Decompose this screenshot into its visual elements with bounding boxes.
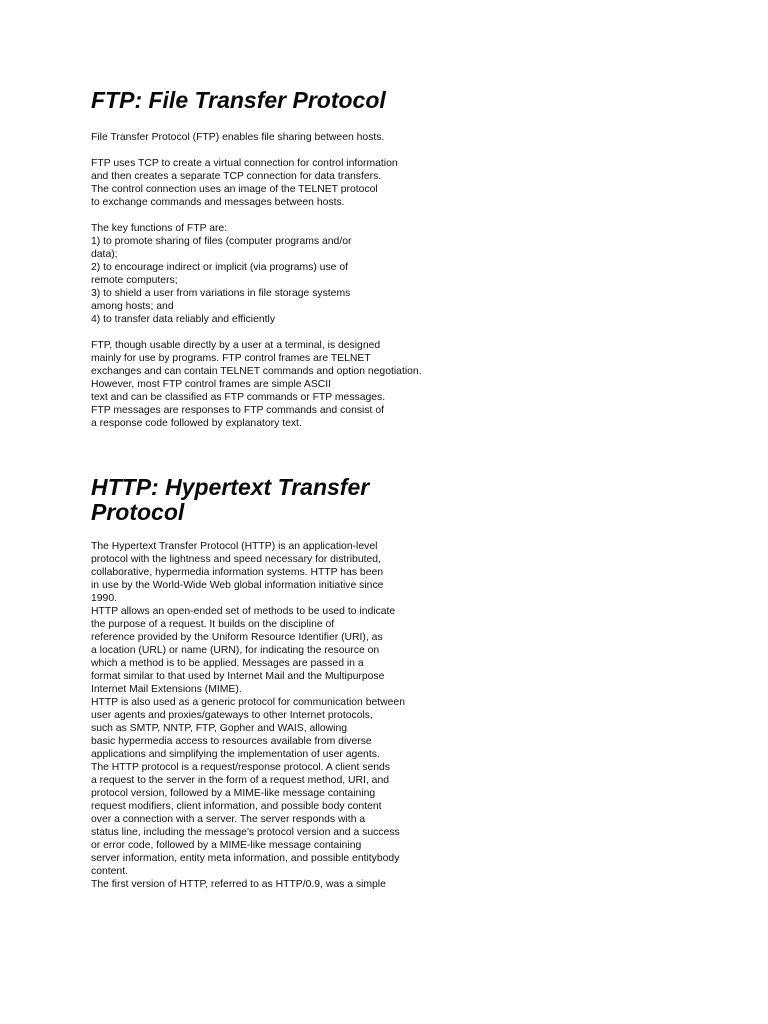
ftp-paragraph [91,157,471,209]
text-line: The HTTP protocol is a request/response protocol. A client sends [91,762,390,773]
text-line: applications and simplifying the implementation of user agents. [91,749,380,760]
text-line: a location (URL) or name (URN), for indicating the resource on [91,645,380,656]
text-line: mainly for use by programs. FTP control frames are TELNET [91,353,371,364]
ftp-heading: FTP: File Transfer Protocol [91,87,386,113]
http-heading [91,475,471,525]
text-line: protocol with the lightness and speed necessary for distributed, [91,554,381,565]
text-line: The control connection uses an image of the TELNET protocol [91,184,378,195]
http-heading-line-2: Protocol [91,499,185,525]
text-line: HTTP is also used as a generic protocol for communication between [91,697,405,708]
text-line: 3) to shield a user from variations in file storage systems [91,288,351,299]
http-section [91,475,471,891]
text-line: remote computers; [91,275,178,286]
text-line: to exchange commands and messages between hosts. [91,197,345,208]
text-line: content. [91,866,128,877]
text-line: The Hypertext Transfer Protocol (HTTP) is an application-level [91,541,378,552]
text-line: request modifiers, client information, and possible body content [91,801,382,812]
paragraph-gap [91,209,471,222]
text-line: which a method is to be applied. Messages are passed in a [91,658,364,669]
text-line: FTP, though usable directly by a user at a terminal, is designed [91,340,381,351]
text-line: 1990. [91,593,118,604]
text-line: data); [91,249,118,260]
text-line: format similar to that used by Internet Mail and the Multipurpose [91,671,385,682]
text-line: a request to the server in the form of a request method, URI, and [91,775,390,786]
text-line: and then creates a separate TCP connection for data transfers. [91,171,382,182]
text-line: The first version of HTTP, referred to as HTTP/0.9, was a simple [91,879,386,890]
text-line: 4) to transfer data reliably and efficiently [91,314,276,325]
text-line: among hosts; and [91,301,174,312]
ftp-section [91,88,471,430]
text-line: a response code followed by explanatory text. [91,418,302,429]
text-line: Internet Mail Extensions (MIME). [91,684,242,695]
text-line: protocol version, followed by a MIME-like message containing [91,788,376,799]
text-line: basic hypermedia access to resources available from diverse [91,736,372,747]
ftp-paragraph [91,222,471,326]
http-body [91,540,471,891]
text-line: collaborative, hypermedia information systems. HTTP has been [91,567,384,578]
text-line: user agents and proxies/gateways to other Internet protocols, [91,710,373,721]
ftp-paragraph [91,339,471,430]
text-line: text and can be classified as FTP commands or FTP messages. [91,392,386,403]
text-line: over a connection with a server. The server responds with a [91,814,366,825]
text-line: status line, including the message's protocol version and a success [91,827,400,838]
text-line: However, most FTP control frames are simple ASCII [91,379,332,390]
text-line: in use by the World-Wide Web global information initiative since [91,580,384,591]
http-heading-line-1: HTTP: Hypertext Transfer [91,474,370,500]
text-line: FTP uses TCP to create a virtual connection for control information [91,158,398,169]
text-line: FTP messages are responses to FTP commands and consist of [91,405,384,416]
text-line: or error code, followed by a MIME-like message containing [91,840,362,851]
text-line: the purpose of a request. It builds on the discipline of [91,619,335,630]
paragraph-gap [91,144,471,157]
ftp-body [91,131,471,430]
text-line: 1) to promote sharing of files (computer programs and/or [91,236,352,247]
ftp-paragraph [91,131,471,144]
text-line: HTTP allows an open-ended set of methods to be used to indicate [91,606,396,617]
paragraph-gap [91,326,471,339]
text-line: server information, entity meta information, and possible entitybody [91,853,400,864]
text-line: 2) to encourage indirect or implicit (via programs) use of [91,262,348,273]
text-line: such as SMTP, NNTP, FTP, Gopher and WAIS, allowing [91,723,348,734]
text-line: exchanges and can contain TELNET commands and option negotiation. [91,366,422,377]
text-line: File Transfer Protocol (FTP) enables file sharing between hosts. [91,132,385,143]
text-line: The key functions of FTP are: [91,223,228,234]
text-line: reference provided by the Uniform Resource Identifier (URI), as [91,632,383,643]
